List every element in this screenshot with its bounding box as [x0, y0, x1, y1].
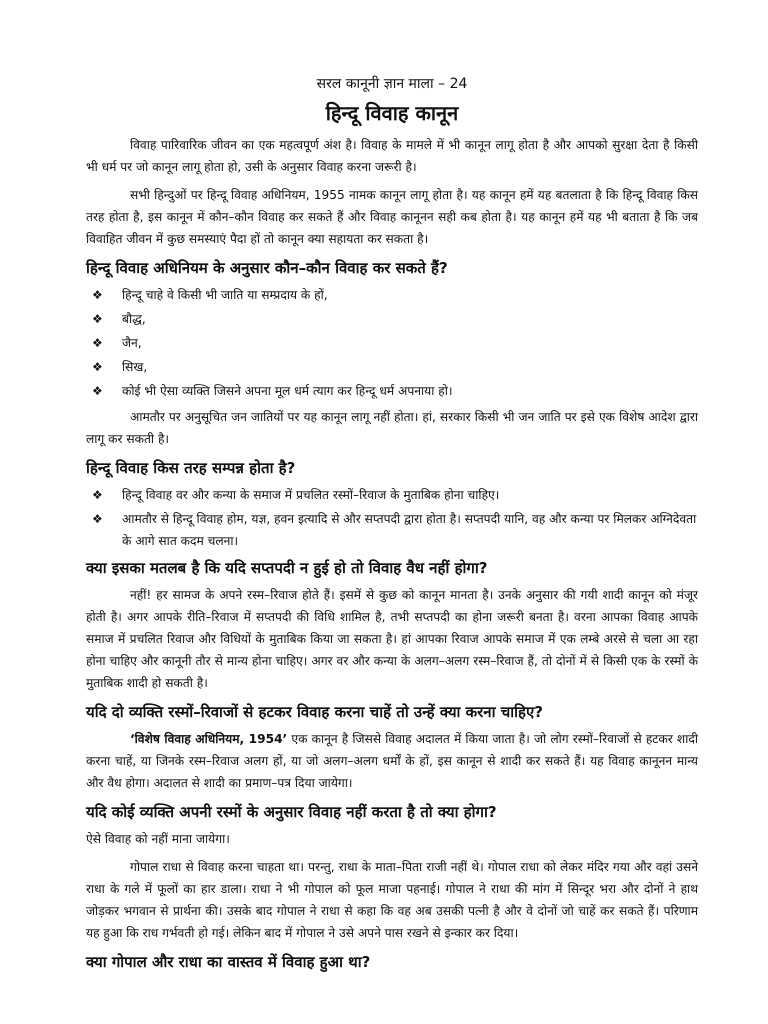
section-heading-not-per-customs: यदि कोई व्यक्ति अपनी रस्मों के अनुसार विवाह नहीं करता है तो क्या होगा?	[86, 803, 497, 821]
intro-paragraph-2: सभी हिन्दुओं पर हिन्दू विवाह अधिनियम, 1955 नामक कानून लागू होता है। यह कानून हमें यह बतलाता है कि हिन्दू विवाह किस तरह होता है, इस कानून में कौन–कौन विवाह कर सकते हैं और विवाह कानूनन सही कब होता है। यह कानून हमें यह भी बताता है कि जब विवाहित जीवन में कुछ समस्याएं पैदा हों तो कानून क्या सहायता कर सकता है।	[86, 188, 698, 246]
page-title: हिन्दू विवाह कानून	[325, 101, 459, 125]
diamond-bullet-icon: ❖	[92, 288, 103, 302]
section-heading-special-marriage: यदि दो व्यक्ति रस्मों–रिवाजों से हटकर विवाह करना चाहें तो उन्हें क्या करना चाहिए?	[86, 703, 543, 721]
list-item-text: आमतौर से हिन्दू विवाह होम, यज्ञ, हवन इत्यादि से और सप्तपदी द्वारा होता है। सप्तपदी यानि, वह और कन्या पर मिलकर अग्निदेवता के आगे सात कदम चलना।	[122, 512, 697, 548]
intro-paragraph-1: विवाह पारिवारिक जीवन का एक महत्वपूर्ण अंश है। विवाह के मामले में भी कानून लागू होता है और आपको सुरक्षा देता है किसी भी धर्म पर जो कानून लागू होता हो, उसी के अनुसार विवाह करना जरूरी है।	[86, 138, 698, 174]
act-name: ‘विशेष विवाह अधिनियम, 1954’	[130, 732, 288, 746]
list-item	[86, 508, 698, 552]
section-heading-how-performed: हिन्दू विवाह किस तरह सम्पन्न होता है?	[86, 459, 296, 477]
list-item-text: हिन्दू विवाह वर और कन्या के समाज में प्रचलित रस्मों–रिवाज के मुताबिक होना चाहिए।	[122, 488, 500, 502]
section-heading-who-can-marry: हिन्दू विवाह अधिनियम के अनुसार कौन–कौन विवाह कर सकते हैं?	[86, 259, 448, 277]
section-heading-saptapadi: क्या इसका मतलब है कि यदि सप्तपदी न हुई हो तो विवाह वैध नहीं होगा?	[86, 559, 488, 577]
list-item-text: जैन,	[122, 336, 142, 350]
list-item-text: कोई भी ऐसा व्यक्ति जिसने अपना मूल धर्म त्याग कर हिन्दू धर्म अपनाया हो।	[122, 384, 453, 398]
diamond-bullet-icon: ❖	[92, 360, 103, 374]
section-heading-were-they-married: क्या गोपाल और राधा का वास्तव में विवाह हुआ था?	[86, 953, 371, 971]
list-item	[86, 284, 698, 306]
diamond-bullet-icon: ❖	[92, 384, 103, 398]
list-item	[86, 356, 698, 378]
diamond-bullet-icon: ❖	[92, 512, 103, 526]
who-can-marry-list	[86, 284, 698, 402]
gopal-radha-story: गोपाल राधा से विवाह करना चाहता था। परन्तु, राधा के माता–पिता राजी नहीं थे। गोपाल राधा को लेकर मंदिर गया और वहां उसने राधा के गले में फूलों का हार डाला। राधा ने भी गोपाल को फूल माजा पहनाई। गोपाल ने राधा की मांग में सिन्दूर भरा और दोनों ने हाथ जोड़कर भगवान से प्रार्थना की। उसके बाद गोपाल ने राधा से कहा कि वह अब उसकी पत्नी है और वे दोनों जो चाहें कर सकते हैं। परिणाम यह हुआ कि राध गर्भवती हो गई। लेकिन बाद में गोपाल ने उसे अपने पास रखने से इन्कार कर दिया।	[86, 860, 698, 940]
diamond-bullet-icon: ❖	[92, 312, 103, 326]
list-item	[86, 308, 698, 330]
list-item-text: हिन्दू चाहे वे किसी भी जाति या सम्प्रदाय के हों,	[122, 288, 328, 302]
list-item	[86, 484, 698, 506]
list-item-text: बौद्ध,	[122, 312, 146, 326]
list-item-text: सिख,	[122, 360, 148, 374]
special-marriage-text: एक कानून है जिससे विवाह अदालत में किया जाता है। जो लोग रस्मों–रिवाजों से हटकर शादी करना चाहें, या जिनके रस्म–रिवाज अलग हों, या जो अलग–अलग धर्मों के हों, इस कानून से शादी कर सकते हैं। यह विवाह कानूनन मान्य और वैध होगा। अदालत से शादी का प्रमाण–पत्र दिया जायेगा।	[86, 732, 698, 790]
list-item	[86, 380, 698, 402]
how-performed-list	[86, 484, 698, 552]
not-recognised-line: ऐसे विवाह को नहीं माना जायेगा।	[86, 832, 230, 846]
diamond-bullet-icon: ❖	[92, 336, 103, 350]
diamond-bullet-icon: ❖	[92, 488, 103, 502]
special-marriage-paragraph	[86, 728, 698, 794]
series-title: सरल कानूनी ज्ञान माला – 24	[316, 76, 468, 92]
scheduled-tribes-note: आमतौर पर अनुसूचित जन जातियों पर यह कानून लागू नहीं होता। हां, सरकार किसी भी जन जाति पर इसे एक विशेष आदेश द्वारा लागू कर सकती है।	[86, 410, 698, 446]
saptapadi-paragraph: नहीं! हर सामज के अपने रस्म–रिवाज होते हैं। इसमें से कुछ को कानून मानता है। उनके अनुसार की गयी शादी कानून को मंजूर होती है। अगर आपके रीति–रिवाज में सप्तपदी की विधि शामिल है, तभी सप्तपदी का होना जरूरी बनता है। वरना आपका विवाह आपके समाज में प्रचलित रिवाज और विधियों के मुताबिक किया जा सकता है। हां आपका रिवाज आपके समाज में एक लम्बे अरसे से चला आ रहा होना चाहिए और कानूनी तौर से मान्य होना चाहिए। अगर वर और कन्या के अलग–अलग रस्म–रिवाज हैं, तो दोनों में से किसी एक के रस्मों के मुताबिक शादी हो सकती है।	[86, 588, 698, 690]
list-item	[86, 332, 698, 354]
